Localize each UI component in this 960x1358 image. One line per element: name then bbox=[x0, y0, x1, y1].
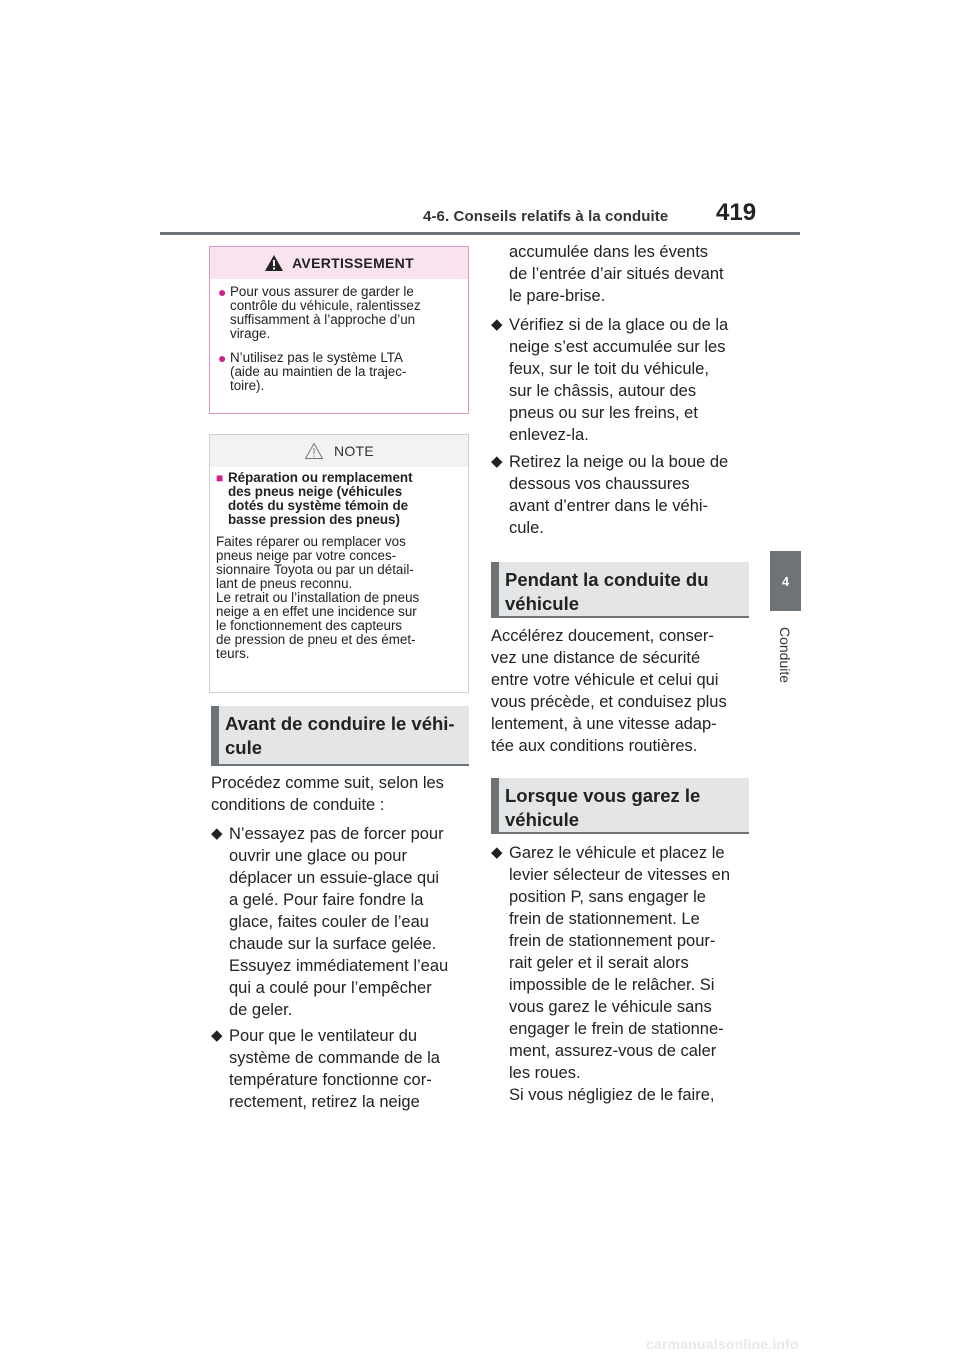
note-text: Faites réparer ou remplacer vos pneus neige par votre conces- sionnaire Toyota ou par un détail- lant de pneus reconnu. Le retrait ou l’installation de pneus neige a en effet une incidence sur le fonctionnement des capteurs de pression de pneu et des émet- teurs. bbox=[216, 534, 420, 661]
bullet-dot-icon: ● bbox=[218, 284, 227, 300]
warning-item bbox=[218, 285, 458, 341]
note-subtitle bbox=[216, 471, 460, 527]
section-heading-while-driving: Pendant la conduite du véhicule bbox=[491, 562, 749, 618]
warning-item-text: N’utilisez pas le système LTA (aide au maintien de la trajec- toire). bbox=[230, 350, 407, 393]
continuation-text: accumulée dans les évents de l’entrée d’air situés devant le pare-brise. bbox=[509, 243, 724, 305]
section-heading-before-driving: Avant de conduire le véhi- cule bbox=[211, 706, 469, 766]
list-item-text: Garez le véhicule et placez le levier sélecteur de vitesses en position P, sans engager le frein de stationnement. Le frein de stationnement pour- rait geler et il serait alors impossible de le relâcher. Si vous garez le véhicule sans engager le frein de stationne- ment, assurez-vous de caler les roues. Si vous négligiez de le faire, bbox=[509, 844, 731, 1104]
section-heading-parking: Lorsque vous garez le véhicule bbox=[491, 778, 749, 834]
note-body bbox=[210, 467, 468, 661]
square-bullet-icon: ■ bbox=[216, 471, 224, 485]
diamond-bullet-icon: ◆ bbox=[211, 1027, 223, 1044]
list-item-text: Pour que le ventilateur du système de commande de la température fonctionne cor- rectement, retirez la neige bbox=[229, 1027, 440, 1111]
chapter-label-text: Conduite bbox=[777, 626, 794, 684]
header-divider bbox=[160, 232, 800, 235]
chapter-label bbox=[770, 620, 801, 690]
diamond-bullet-icon: ◆ bbox=[491, 844, 503, 861]
list-item bbox=[491, 314, 761, 446]
list-item bbox=[491, 451, 761, 539]
diamond-bullet-icon: ◆ bbox=[491, 316, 503, 333]
note-title: NOTE bbox=[333, 443, 375, 459]
warning-body bbox=[210, 279, 468, 393]
list-item-text: N’essayez pas de forcer pour ouvrir une glace ou pour déplacer un essuie-glace qui a gelé. Pour faire fondre la glace, faites couler de l’eau chaude sur la surface gelée. Essuyez immédiatement l’eau qui a coulé pour l’empêcher de geler. bbox=[229, 825, 449, 1019]
chapter-tab[interactable]: 4 bbox=[770, 551, 801, 611]
driving-text: Accélérez doucement, conser- vez une distance de sécurité entre votre véhicule et celui qui vous précède, et conduisez plus lentement, à une vitesse adap- tée aux conditions routières. bbox=[491, 627, 727, 755]
bullet-dot-icon: ● bbox=[218, 350, 227, 366]
list-item-text: Retirez la neige ou la boue de dessous vos chaussures avant d’entrer dans le véhi- cule. bbox=[509, 453, 729, 537]
watermark: carmanualsonline.info bbox=[646, 1336, 799, 1352]
list-item bbox=[491, 842, 761, 1106]
diamond-bullet-icon: ◆ bbox=[211, 825, 223, 842]
warning-header bbox=[210, 247, 468, 279]
note-subtitle-text: Réparation ou remplacement des pneus neige (véhicules dotés du système témoin de basse pression des pneus) bbox=[228, 470, 413, 527]
note-box bbox=[209, 434, 469, 693]
warning-title: AVERTISSEMENT bbox=[292, 255, 414, 271]
warning-triangle-icon bbox=[264, 254, 284, 272]
note-header bbox=[210, 435, 468, 467]
list-item bbox=[211, 1025, 471, 1113]
caution-triangle-icon bbox=[304, 442, 324, 460]
section-intro: Procédez comme suit, selon les conditions de conduite : bbox=[211, 774, 444, 814]
section-header-title: 4-6. Conseils relatifs à la conduite bbox=[423, 208, 669, 225]
list-item-text: Vérifiez si de la glace ou de la neige s’est accumulée sur les feux, sur le toit du véhicule, sur le châssis, autour des pneus ou sur les freins, et enlevez-la. bbox=[509, 316, 729, 444]
page-number: 419 bbox=[716, 199, 757, 226]
diamond-bullet-icon: ◆ bbox=[491, 453, 503, 470]
warning-item-text: Pour vous assurer de garder le contrôle du véhicule, ralentissez suffisamment à l’approche d’un virage. bbox=[230, 284, 421, 341]
warning-box bbox=[209, 246, 469, 414]
list-item bbox=[211, 823, 471, 1021]
warning-item bbox=[218, 351, 458, 393]
